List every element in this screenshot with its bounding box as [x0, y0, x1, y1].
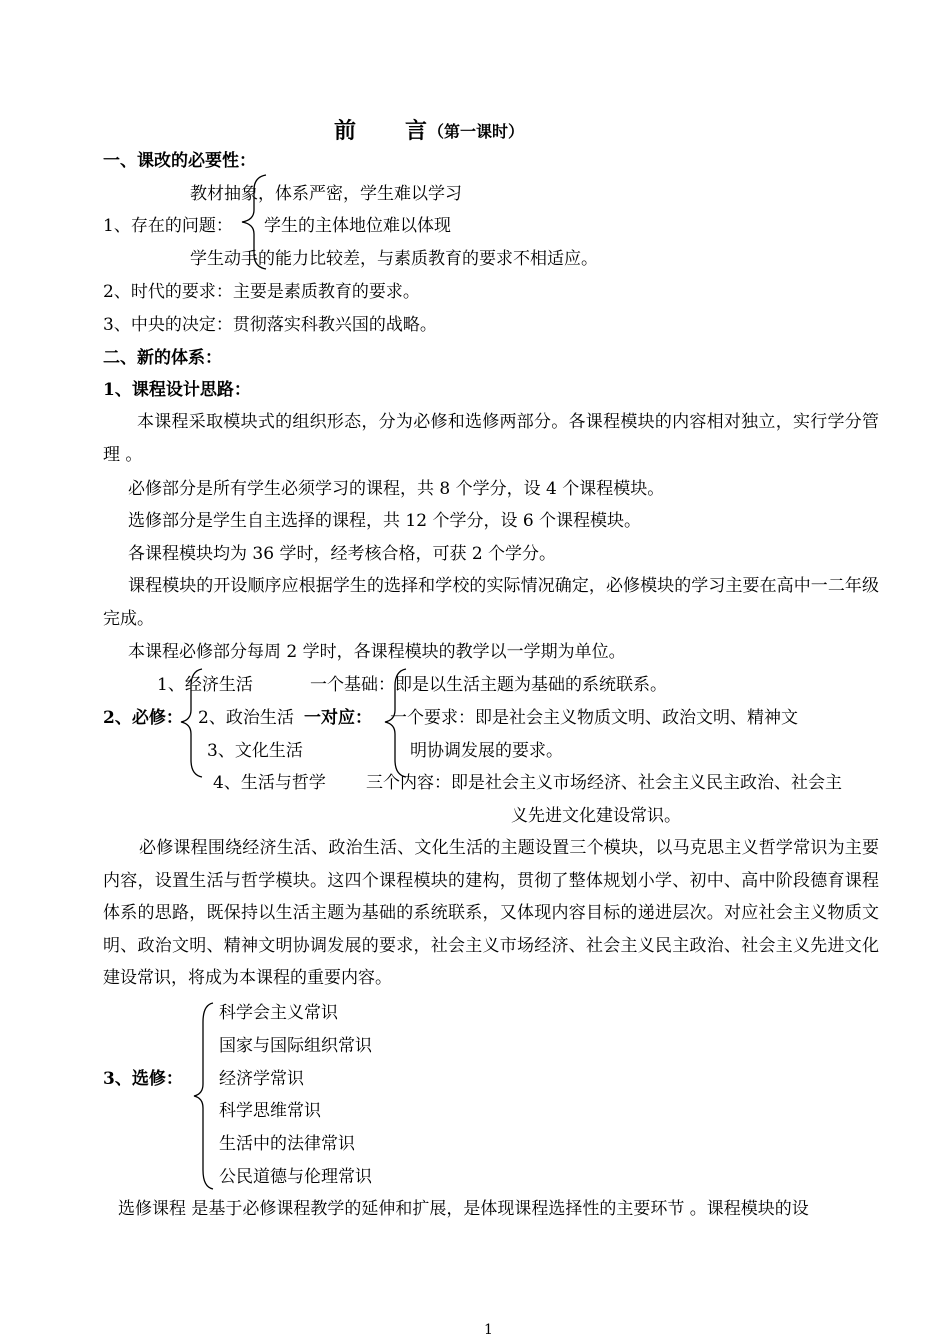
- required-label: 2、必修：: [103, 708, 183, 728]
- title-char-1: 前: [334, 118, 357, 144]
- requirement-item-cont: 明协调发展的要求。: [410, 741, 563, 761]
- paragraph-order: 课程模块的开设顺序应根据学生的选择和学校的实际情况确定，必修模块的学习主要在高中一二年级完成。: [103, 576, 879, 629]
- elective-module-3: 经济学常识: [219, 1069, 304, 1089]
- section1-heading: 一、课改的必要性：: [103, 151, 256, 171]
- paragraph-hours: 各课程模块均为 36 学时，经考核合格，可获 2 个学分。: [128, 544, 557, 564]
- problem-item-2: 学生的主体地位难以体现: [264, 216, 451, 236]
- required-module-2: 2、政治生活: [198, 708, 294, 728]
- paragraph-required: 必修部分是所有学生必须学习的课程，共 8 个学分，设 4 个课程模块。: [128, 479, 665, 499]
- required-module-1: 1、经济生活: [157, 675, 253, 695]
- elective-module-1: 科学会主义常识: [219, 1003, 338, 1023]
- paragraph-weekly: 本课程必修部分每周 2 学时，各课程模块的教学以一学期为单位。: [128, 642, 626, 662]
- elective-module-4: 科学思维常识: [219, 1101, 321, 1121]
- required-module-4: 4、生活与哲学: [213, 773, 326, 793]
- item-3-central: 3、中央的决定：贯彻落实科教兴国的战略。: [103, 315, 437, 335]
- paragraph-elective-detail: 选修课程 是基于必修课程教学的延伸和扩展，是体现课程选择性的主要环节 。课程模块的设: [118, 1199, 809, 1219]
- content-item: 三个内容：即是社会主义市场经济、社会主义民主政治、社会主: [366, 773, 842, 793]
- title-subtitle: （第一课时）: [428, 122, 525, 141]
- problem-item-1: 教材抽象，体系严密，学生难以学习: [190, 184, 462, 204]
- correspond-label: 一对应：: [304, 708, 372, 728]
- problem-label: 1、存在的问题：: [103, 216, 233, 236]
- requirement-item: 一个要求：即是社会主义物质文明、政治文明、精神文: [390, 708, 798, 728]
- paragraph-elective: 选修部分是学生自主选择的课程，共 12 个学分，设 6 个课程模块。: [128, 511, 642, 531]
- elective-modules-brace: [193, 1002, 217, 1190]
- required-module-3: 3、文化生活: [207, 741, 303, 761]
- page-number: 1: [484, 1322, 493, 1338]
- basis-item: 一个基础：即是以生活主题为基础的系统联系。: [310, 675, 667, 695]
- course-design-heading: 1、课程设计思路：: [103, 380, 251, 400]
- elective-module-6: 公民道德与伦理常识: [219, 1167, 372, 1187]
- elective-module-5: 生活中的法律常识: [219, 1134, 355, 1154]
- content-item-cont: 义先进文化建设常识。: [511, 806, 681, 826]
- elective-label: 3、选修：: [103, 1069, 183, 1089]
- paragraph-modules: 本课程采取模块式的组织形态，分为必修和选修两部分。各课程模块的内容相对独立，实行学分管理 。: [103, 412, 879, 465]
- problems-brace: [240, 174, 270, 270]
- item-2-era: 2、时代的要求：主要是素质教育的要求。: [103, 282, 420, 302]
- correspond-brace: [384, 668, 410, 778]
- title-char-2: 言: [405, 118, 428, 144]
- paragraph-required-detail: 必修课程围绕经济生活、政治生活、文化生活的主题设置三个模块，以马克思主义哲学常识为主要内容，设置生活与哲学模块。这四个课程模块的建构，贯彻了整体规划小学、初中、高中阶段德育课程体系的思路，既保持以生活主题为基础的系统联系，又体现内容目标的递进层次。对应社会主义物质文明、政治文明、精神文明协调发展的要求，社会主义市场经济、社会主义民主政治、社会主义先进文化建设常识，将成为本课程的重要内容。: [103, 838, 879, 989]
- required-modules-brace: [180, 668, 206, 778]
- elective-module-2: 国家与国际组织常识: [219, 1036, 372, 1056]
- problem-item-3: 学生动手的能力比较差，与素质教育的要求不相适应。: [190, 249, 598, 269]
- section2-heading: 二、新的体系：: [103, 348, 222, 368]
